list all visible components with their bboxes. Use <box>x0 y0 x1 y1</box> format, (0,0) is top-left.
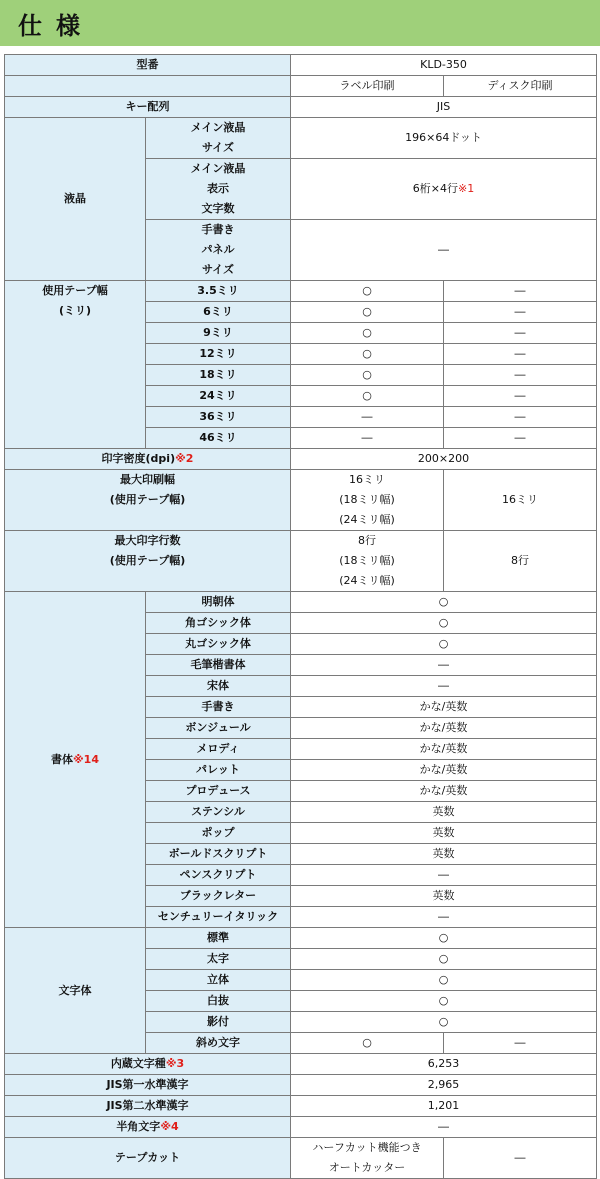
style-value: ○ <box>291 1012 597 1033</box>
tape-cut-value-line-1: ハーフカット機能つき <box>312 1141 422 1154</box>
font-value: かな/英数 <box>291 697 597 718</box>
halfwidth-label <box>5 1117 291 1138</box>
note-mark-4: ※4 <box>160 1120 179 1133</box>
style-name: 影付 <box>146 1012 291 1033</box>
row-keyboard <box>5 97 597 118</box>
max-lines-label-value <box>291 531 444 592</box>
lcd-handwriting-line-3: サイズ <box>201 263 235 276</box>
builtin-chars-label-text: 内蔵文字種 <box>110 1057 166 1070</box>
tape-label-support: ○ <box>291 365 444 386</box>
row-print-modes <box>5 76 597 97</box>
tape-label-support: ○ <box>291 344 444 365</box>
builtin-chars-label <box>5 1054 291 1075</box>
tape-size: 3.5ミリ <box>146 281 291 302</box>
lcd-display-line-1: メイン液晶 <box>190 162 246 175</box>
max-print-width-value-line-1: 16ミリ <box>349 473 385 486</box>
lcd-main-size-line-2: サイズ <box>201 141 235 154</box>
lcd-handwriting-value: ― <box>291 220 597 281</box>
note-mark-1: ※1 <box>458 182 475 195</box>
style-value: ○ <box>291 928 597 949</box>
disc-print-header: ディスク印刷 <box>444 76 597 97</box>
tape-cut-label: テープカット <box>5 1138 291 1179</box>
tape-label-support: ○ <box>291 323 444 344</box>
font-name: ボンジュール <box>146 718 291 739</box>
tape-label-support: ○ <box>291 302 444 323</box>
font-value: ― <box>291 676 597 697</box>
tape-cut-disc-value: ― <box>444 1138 597 1179</box>
row-max-print-width <box>5 470 597 531</box>
tape-label-support: ○ <box>291 386 444 407</box>
font-value: 英数 <box>291 823 597 844</box>
font-value: ― <box>291 865 597 886</box>
row-halfwidth <box>5 1117 597 1138</box>
max-print-width-line-2: (使用テープ幅) <box>109 493 186 506</box>
styles-group-label: 文字体 <box>5 928 146 1054</box>
tape-width-group-label <box>5 281 146 449</box>
style-value: ○ <box>291 970 597 991</box>
tape-size: 6ミリ <box>146 302 291 323</box>
lcd-display-label <box>146 159 291 220</box>
tape-width-label-line-2: (ミリ) <box>58 304 92 317</box>
font-name: パレット <box>146 760 291 781</box>
row-max-lines <box>5 531 597 592</box>
fonts-group-label <box>5 592 146 928</box>
builtin-chars-value: 6,253 <box>291 1054 597 1075</box>
tape-disc-support: ― <box>444 302 597 323</box>
row-builtin-chars <box>5 1054 597 1075</box>
row-jis2 <box>5 1096 597 1117</box>
style-name: 白抜 <box>146 991 291 1012</box>
tape-disc-support: ― <box>444 281 597 302</box>
fonts-group-label-text: 書体 <box>50 752 73 766</box>
style-italic-disc-value: ― <box>444 1033 597 1054</box>
font-value: かな/英数 <box>291 718 597 739</box>
section-header <box>0 0 600 46</box>
max-lines-disc-value: 8行 <box>444 531 597 592</box>
jis2-value: 1,201 <box>291 1096 597 1117</box>
max-lines-value-line-3: (24ミリ幅) <box>339 574 395 587</box>
dpi-label-text: 印字密度(dpi) <box>101 452 176 465</box>
style-value: ○ <box>291 991 597 1012</box>
tape-label-support: ― <box>291 407 444 428</box>
tape-width-label-line-1: 使用テープ幅 <box>42 284 108 297</box>
label-print-header: ラベル印刷 <box>291 76 444 97</box>
font-name: プロデュース <box>146 781 291 802</box>
font-value: ○ <box>291 613 597 634</box>
row-model <box>5 55 597 76</box>
row-lcd-size <box>5 118 597 159</box>
max-print-width-value-line-3: (24ミリ幅) <box>339 513 395 526</box>
jis2-label: JIS第二水準漢字 <box>5 1096 291 1117</box>
lcd-display-line-3: 文字数 <box>201 202 235 215</box>
style-value: ○ <box>291 949 597 970</box>
font-name: ステンシル <box>146 802 291 823</box>
lcd-display-value <box>291 159 597 220</box>
font-value: ― <box>291 907 597 928</box>
row-dpi <box>5 449 597 470</box>
keyboard-value: JIS <box>291 97 597 118</box>
dpi-value: 200×200 <box>291 449 597 470</box>
spec-table <box>4 54 597 1179</box>
lcd-display-value-text: 6桁×4行 <box>412 182 458 195</box>
font-name: 毛筆楷書体 <box>146 655 291 676</box>
keyboard-label: キー配列 <box>5 97 291 118</box>
font-name: 手書き <box>146 697 291 718</box>
max-print-width-line-1: 最大印刷幅 <box>120 473 175 486</box>
note-mark-14: ※14 <box>72 752 99 766</box>
tape-disc-support: ― <box>444 344 597 365</box>
lcd-main-size-label <box>146 118 291 159</box>
style-italic-label-value: ○ <box>291 1033 444 1054</box>
max-lines-line-1: 最大印字行数 <box>114 534 181 547</box>
max-print-width-disc-value: 16ミリ <box>444 470 597 531</box>
lcd-handwriting-line-1: 手書き <box>201 223 235 236</box>
font-value: かな/英数 <box>291 760 597 781</box>
max-lines-value-line-1: 8行 <box>358 534 376 547</box>
section-title: 仕様 <box>18 12 94 40</box>
lcd-handwriting-line-2: パネル <box>201 243 235 256</box>
tape-width-row <box>5 281 597 302</box>
lcd-display-line-2: 表示 <box>207 182 229 195</box>
tape-disc-support: ― <box>444 386 597 407</box>
font-name: メロディ <box>146 739 291 760</box>
note-mark-3: ※3 <box>165 1057 185 1070</box>
model-label: 型番 <box>5 55 291 76</box>
font-name: センチュリーイタリック <box>146 907 291 928</box>
tape-size: 46ミリ <box>146 428 291 449</box>
max-lines-label <box>5 531 291 592</box>
lcd-group-label: 液晶 <box>5 118 146 281</box>
style-name: 標準 <box>146 928 291 949</box>
font-name: 宋体 <box>146 676 291 697</box>
style-row <box>5 928 597 949</box>
lcd-main-size-value: 196×64ドット <box>291 118 597 159</box>
tape-label-support: ― <box>291 428 444 449</box>
model-value: KLD-350 <box>291 55 597 76</box>
max-print-width-label-value <box>291 470 444 531</box>
font-value: ○ <box>291 634 597 655</box>
tape-disc-support: ― <box>444 323 597 344</box>
style-name: 立体 <box>146 970 291 991</box>
font-name: ブラックレター <box>146 886 291 907</box>
font-name: 角ゴシック体 <box>146 613 291 634</box>
dpi-label <box>5 449 291 470</box>
lcd-main-size-line-1: メイン液晶 <box>190 121 246 134</box>
tape-size: 12ミリ <box>146 344 291 365</box>
halfwidth-label-text: 半角文字 <box>116 1120 161 1133</box>
lcd-handwriting-label <box>146 220 291 281</box>
row-jis1 <box>5 1075 597 1096</box>
tape-size: 18ミリ <box>146 365 291 386</box>
font-value: 英数 <box>291 844 597 865</box>
font-row <box>5 592 597 613</box>
font-value: かな/英数 <box>291 739 597 760</box>
font-value: ○ <box>291 592 597 613</box>
tape-disc-support: ― <box>444 407 597 428</box>
jis1-value: 2,965 <box>291 1075 597 1096</box>
max-print-width-label <box>5 470 291 531</box>
note-mark-2: ※2 <box>175 452 194 465</box>
jis1-label: JIS第一水準漢字 <box>5 1075 291 1096</box>
tape-size: 36ミリ <box>146 407 291 428</box>
style-name: 太字 <box>146 949 291 970</box>
tape-size: 24ミリ <box>146 386 291 407</box>
font-name: 丸ゴシック体 <box>146 634 291 655</box>
font-name: ポップ <box>146 823 291 844</box>
print-mode-blank <box>5 76 291 97</box>
tape-size: 9ミリ <box>146 323 291 344</box>
tape-cut-value-line-2: オートカッター <box>328 1161 406 1174</box>
max-lines-line-2: (使用テープ幅) <box>109 554 186 567</box>
tape-disc-support: ― <box>444 365 597 386</box>
font-value: かな/英数 <box>291 781 597 802</box>
max-lines-value-line-2: (18ミリ幅) <box>339 554 395 567</box>
font-name: ボールドスクリプト <box>146 844 291 865</box>
font-value: 英数 <box>291 886 597 907</box>
halfwidth-value: ― <box>291 1117 597 1138</box>
font-name: ペンスクリプト <box>146 865 291 886</box>
font-value: 英数 <box>291 802 597 823</box>
font-name: 明朝体 <box>146 592 291 613</box>
tape-disc-support: ― <box>444 428 597 449</box>
font-value: ― <box>291 655 597 676</box>
style-italic-name: 斜め文字 <box>146 1033 291 1054</box>
tape-label-support: ○ <box>291 281 444 302</box>
max-print-width-value-line-2: (18ミリ幅) <box>339 493 395 506</box>
